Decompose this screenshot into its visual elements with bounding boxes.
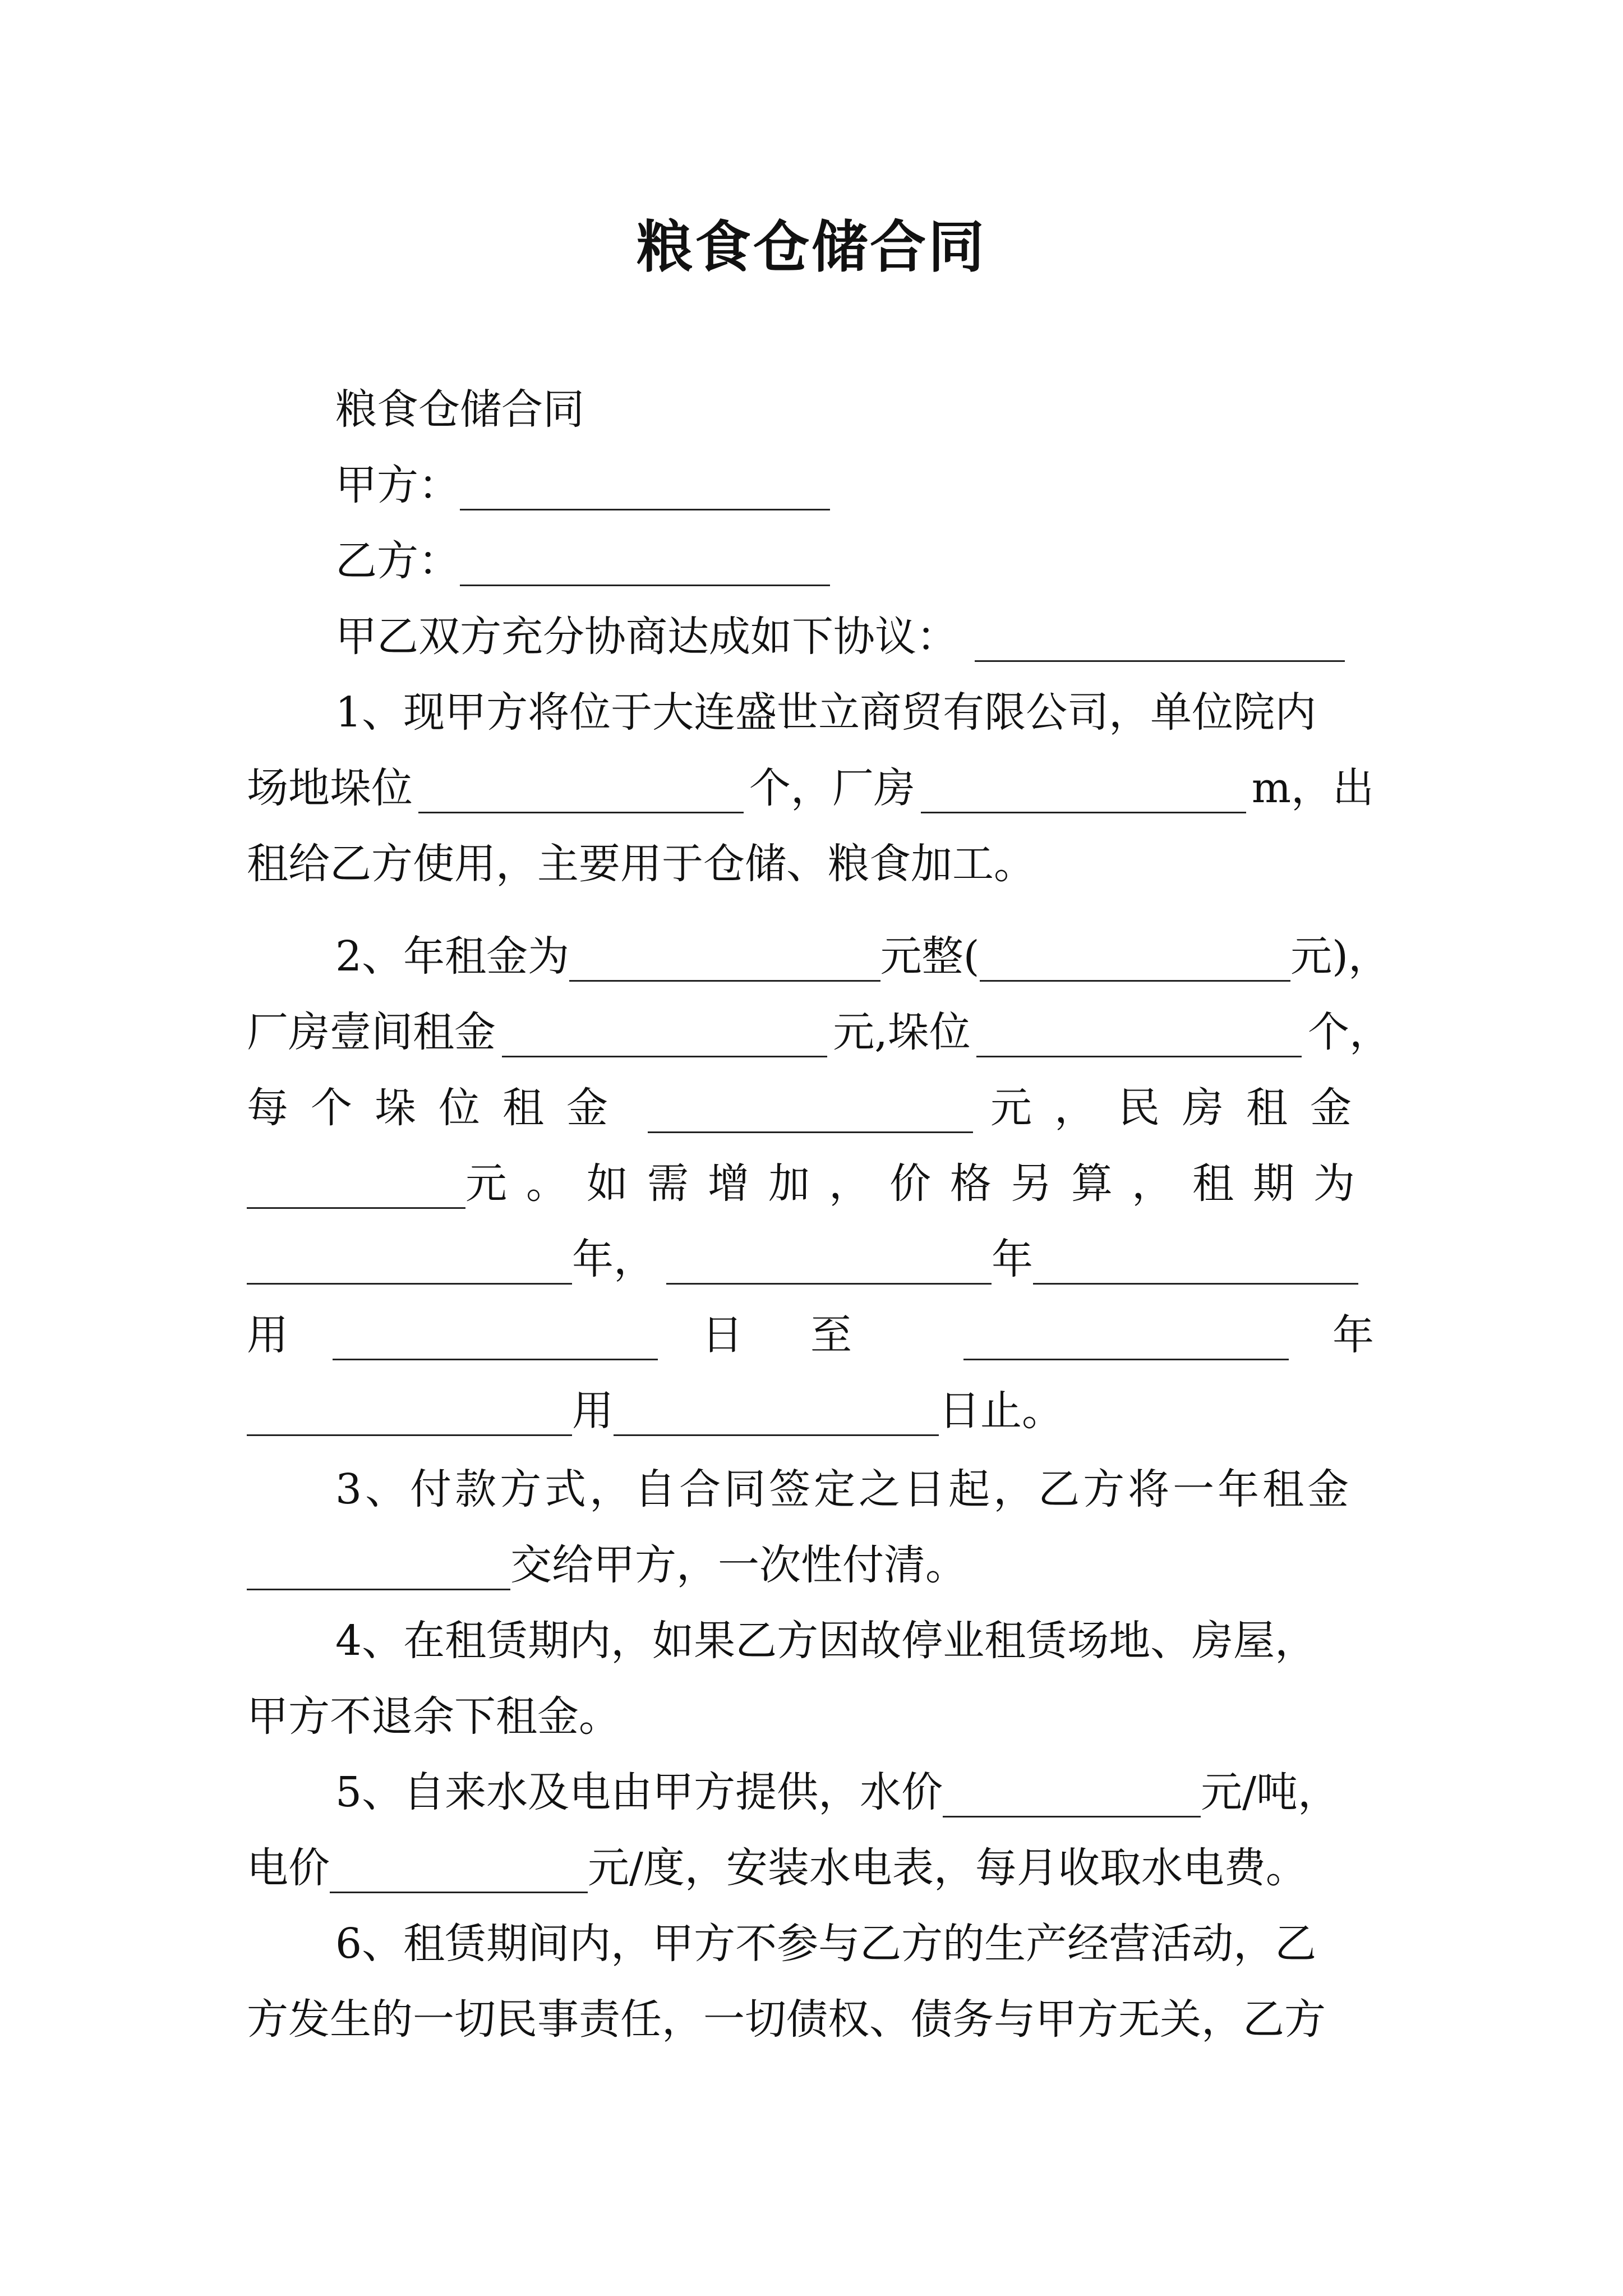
payment-blank — [247, 1557, 510, 1590]
end-day-label: 日止。 — [939, 1387, 1063, 1435]
clause2-line7 — [247, 1386, 1063, 1436]
start-month-label: 用 — [247, 1311, 288, 1359]
stack-label: 元,垛位 — [833, 1008, 971, 1056]
clause2-line1 — [335, 931, 1390, 982]
clause2-line6 — [247, 1310, 1374, 1360]
stack-unit: 个， — [1307, 1008, 1391, 1056]
water-price-unit: 元/吨， — [1201, 1768, 1340, 1816]
start-year-label: 年 — [992, 1235, 1033, 1283]
clause1-usage: 租给乙方使用，主要用于仓储、粮食加工。 — [247, 840, 1035, 888]
clause4-line1 — [335, 1616, 1316, 1666]
agreement-intro-line — [335, 611, 1345, 662]
annual-rent-blank — [569, 949, 880, 982]
water-price-blank — [943, 1784, 1201, 1818]
electric-price-unit: 元/度，安装水电表，每月收取水电费。 — [588, 1844, 1307, 1892]
clause3-line2 — [247, 1540, 967, 1590]
party-b-label: 乙方： — [335, 537, 460, 585]
party-a-blank — [460, 477, 830, 510]
agreement-blank — [975, 629, 1345, 662]
annual-rent-number-blank — [980, 949, 1291, 982]
party-a-line — [335, 460, 830, 510]
clause1-line2 — [247, 763, 1374, 813]
clause2-line3 — [247, 1083, 1374, 1133]
clause3-text: 3、付款方式，自合同签定之日起，乙方将一年租金 — [335, 1465, 1353, 1513]
factory-rent-label: 厂房壹间租金 — [247, 1008, 496, 1056]
clause3-payment: 交给甲方，一次性付清。 — [510, 1541, 967, 1589]
electric-price-blank — [330, 1860, 588, 1893]
start-day-blank — [333, 1327, 658, 1360]
term-years-label: 年， — [572, 1235, 655, 1283]
house-rent-label: 元，民房租金 — [990, 1084, 1374, 1132]
subtitle-text: 粮食仓储合同 — [335, 385, 584, 434]
clause4-refund: 甲方不退余下租金。 — [247, 1692, 620, 1741]
clause3-line1 — [335, 1464, 1352, 1515]
agreement-intro: 甲乙双方充分协商达成如下协议： — [335, 613, 958, 661]
clause5-line1 — [335, 1767, 1339, 1818]
start-day-label: 日至 — [702, 1311, 919, 1359]
clause1-line1 — [335, 687, 1316, 738]
house-rent-blank — [247, 1176, 465, 1209]
clause6-line1 — [335, 1918, 1316, 1969]
start-month-blank — [1033, 1251, 1358, 1285]
clause1-line3 — [247, 839, 1035, 889]
clause6-text: 6、租赁期间内，甲方不参与乙方的生产经营活动，乙 — [335, 1920, 1317, 1968]
clause1-factory-label: 个，厂房 — [749, 764, 915, 812]
party-b-blank — [460, 553, 830, 586]
electric-price-label: 电价 — [247, 1844, 330, 1892]
factory-rent-blank — [502, 1024, 827, 1057]
annual-rent-label: 2、年租金为 — [335, 932, 570, 981]
clause4-text: 4、在租赁期内，如果乙方因故停业租赁场地、房屋， — [335, 1617, 1317, 1665]
term-years-blank — [247, 1251, 572, 1285]
end-year-blank — [963, 1327, 1289, 1360]
party-a-label: 甲方： — [335, 461, 460, 509]
factory-area-blank — [921, 780, 1246, 813]
stack-blank — [976, 1024, 1302, 1057]
clause1-text: 1、现甲方将位于大连盛世立商贸有限公司，单位院内 — [335, 688, 1317, 737]
clause2-line2 — [247, 1007, 1391, 1057]
annual-rent-close: 元)， — [1290, 932, 1390, 981]
per-stack-rent-blank — [648, 1100, 973, 1133]
clause6-liability: 方发生的一切民事责任，一切债权、债务与甲方无关，乙方 — [247, 1995, 1326, 2044]
clause4-line2 — [247, 1691, 620, 1742]
subtitle — [335, 384, 584, 435]
per-stack-rent-label: 每个垛位租金 — [247, 1084, 630, 1132]
clause2-line4 — [247, 1158, 1374, 1209]
lease-term-text: 元。如需增加，价格另算，租期为 — [465, 1159, 1374, 1208]
start-year-blank — [666, 1251, 992, 1285]
end-month-blank — [247, 1403, 572, 1436]
clause5-line2 — [247, 1843, 1307, 1893]
end-year-label: 年 — [1332, 1311, 1374, 1359]
end-day-blank — [614, 1403, 939, 1436]
clause1-unit-label: m，出 — [1251, 764, 1374, 812]
stack-count-blank — [418, 780, 744, 813]
clause6-line2 — [247, 1994, 1326, 2045]
water-price-label: 5、自来水及电由甲方提供，水价 — [335, 1768, 943, 1816]
end-month-label: 用 — [572, 1387, 614, 1435]
clause1-stack-label: 场地垛位 — [247, 764, 413, 812]
party-b-line — [335, 536, 830, 586]
clause2-line5 — [247, 1234, 1358, 1285]
document-title: 粮食仓储合同 — [637, 214, 986, 280]
annual-rent-unit: 元整( — [880, 932, 980, 981]
